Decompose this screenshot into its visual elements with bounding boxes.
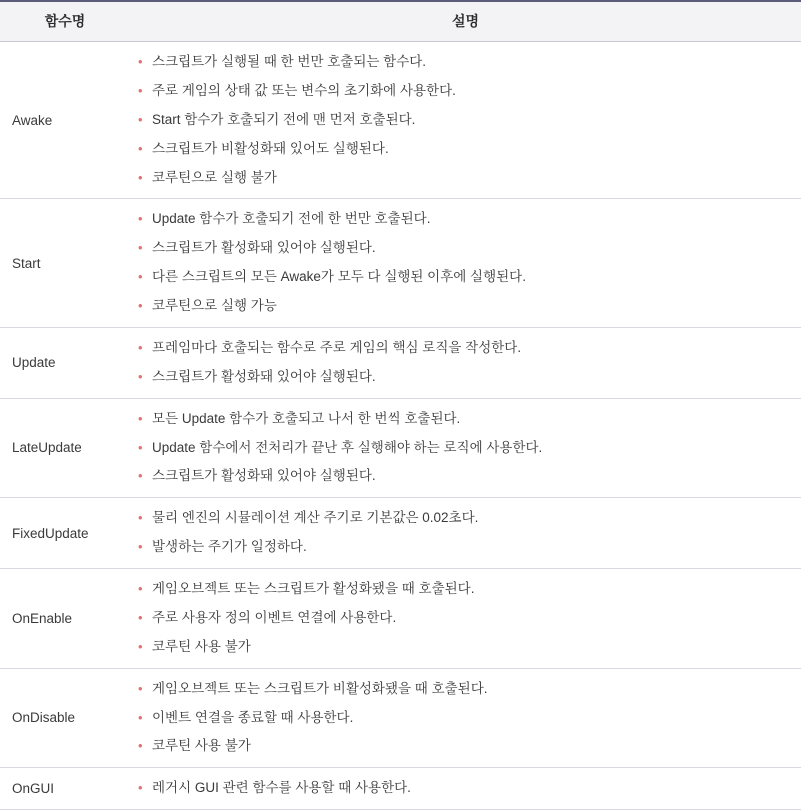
description-bullet-item: • 모든 Update 함수가 호출되고 나서 한 번씩 호출된다. (130, 405, 791, 434)
description-bullet-list (130, 205, 791, 321)
table-row (0, 42, 801, 199)
description-bullet-item: • 주로 게임의 상태 값 또는 변수의 초기화에 사용한다. (130, 77, 791, 106)
description-bullet-list (130, 504, 791, 562)
function-name-cell: Update (0, 327, 130, 398)
description-bullet-item: • 스크립트가 활성화돼 있어야 실행된다. (130, 462, 791, 491)
description-bullet-item: • 코루틴으로 실행 불가 (130, 164, 791, 193)
function-name-cell: Start (0, 199, 130, 328)
table-row (0, 668, 801, 768)
description-bullet-list (130, 774, 791, 803)
function-description-cell (130, 398, 801, 498)
description-bullet-item: • 프레임마다 호출되는 함수로 주로 게임의 핵심 로직을 작성한다. (130, 334, 791, 363)
description-bullet-item: • 이벤트 연결을 종료할 때 사용한다. (130, 704, 791, 733)
description-bullet-item: • 주로 사용자 정의 이벤트 연결에 사용한다. (130, 604, 791, 633)
function-description-cell (130, 569, 801, 669)
table-row (0, 569, 801, 669)
description-bullet-item: • 코루틴 사용 불가 (130, 732, 791, 761)
function-name-cell: OnDisable (0, 668, 130, 768)
description-bullet-item: • 스크립트가 활성화돼 있어야 실행된다. (130, 363, 791, 392)
function-description-cell (130, 498, 801, 569)
table-row (0, 498, 801, 569)
function-description-cell (130, 327, 801, 398)
table-header-row (0, 1, 801, 42)
table-row (0, 398, 801, 498)
description-bullet-list (130, 48, 791, 192)
description-bullet-list (130, 575, 791, 662)
description-bullet-item: • 게임오브젝트 또는 스크립트가 활성화됐을 때 호출된다. (130, 575, 791, 604)
function-name-cell: OnGUI (0, 768, 130, 810)
description-bullet-item: • 스크립트가 활성화돼 있어야 실행된다. (130, 234, 791, 263)
table-header (0, 1, 801, 42)
description-bullet-item: • 게임오브젝트 또는 스크립트가 비활성화됐을 때 호출된다. (130, 675, 791, 704)
function-description-cell (130, 199, 801, 328)
table-row (0, 768, 801, 810)
column-header-description: 설명 (130, 1, 801, 42)
description-bullet-item: • 발생하는 주기가 일정하다. (130, 533, 791, 562)
description-bullet-item: • 코루틴으로 실행 가능 (130, 292, 791, 321)
description-bullet-item: • 스크립트가 비활성화돼 있어도 실행된다. (130, 135, 791, 164)
function-name-cell: OnEnable (0, 569, 130, 669)
function-description-cell (130, 668, 801, 768)
function-name-cell: LateUpdate (0, 398, 130, 498)
description-bullet-list (130, 334, 791, 392)
description-bullet-item: • 물리 엔진의 시뮬레이션 계산 주기로 기본값은 0.02초다. (130, 504, 791, 533)
description-bullet-item: • 레거시 GUI 관련 함수를 사용할 때 사용한다. (130, 774, 791, 803)
description-bullet-list (130, 675, 791, 762)
column-header-function-name: 함수명 (0, 1, 130, 42)
function-description-cell (130, 768, 801, 810)
table-body (0, 42, 801, 810)
function-name-cell: Awake (0, 42, 130, 199)
function-description-cell (130, 42, 801, 199)
description-bullet-list (130, 405, 791, 492)
description-bullet-item: • 다른 스크립트의 모든 Awake가 모두 다 실행된 이후에 실행된다. (130, 263, 791, 292)
table-row (0, 327, 801, 398)
function-name-cell: FixedUpdate (0, 498, 130, 569)
description-bullet-item: • 코루틴 사용 불가 (130, 633, 791, 662)
description-bullet-item: • Start 함수가 호출되기 전에 맨 먼저 호출된다. (130, 106, 791, 135)
table-row (0, 199, 801, 328)
description-bullet-item: • 스크립트가 실행될 때 한 번만 호출되는 함수다. (130, 48, 791, 77)
description-bullet-item: • Update 함수가 호출되기 전에 한 번만 호출된다. (130, 205, 791, 234)
description-bullet-item: • Update 함수에서 전처리가 끝난 후 실행해야 하는 로직에 사용한다. (130, 434, 791, 463)
